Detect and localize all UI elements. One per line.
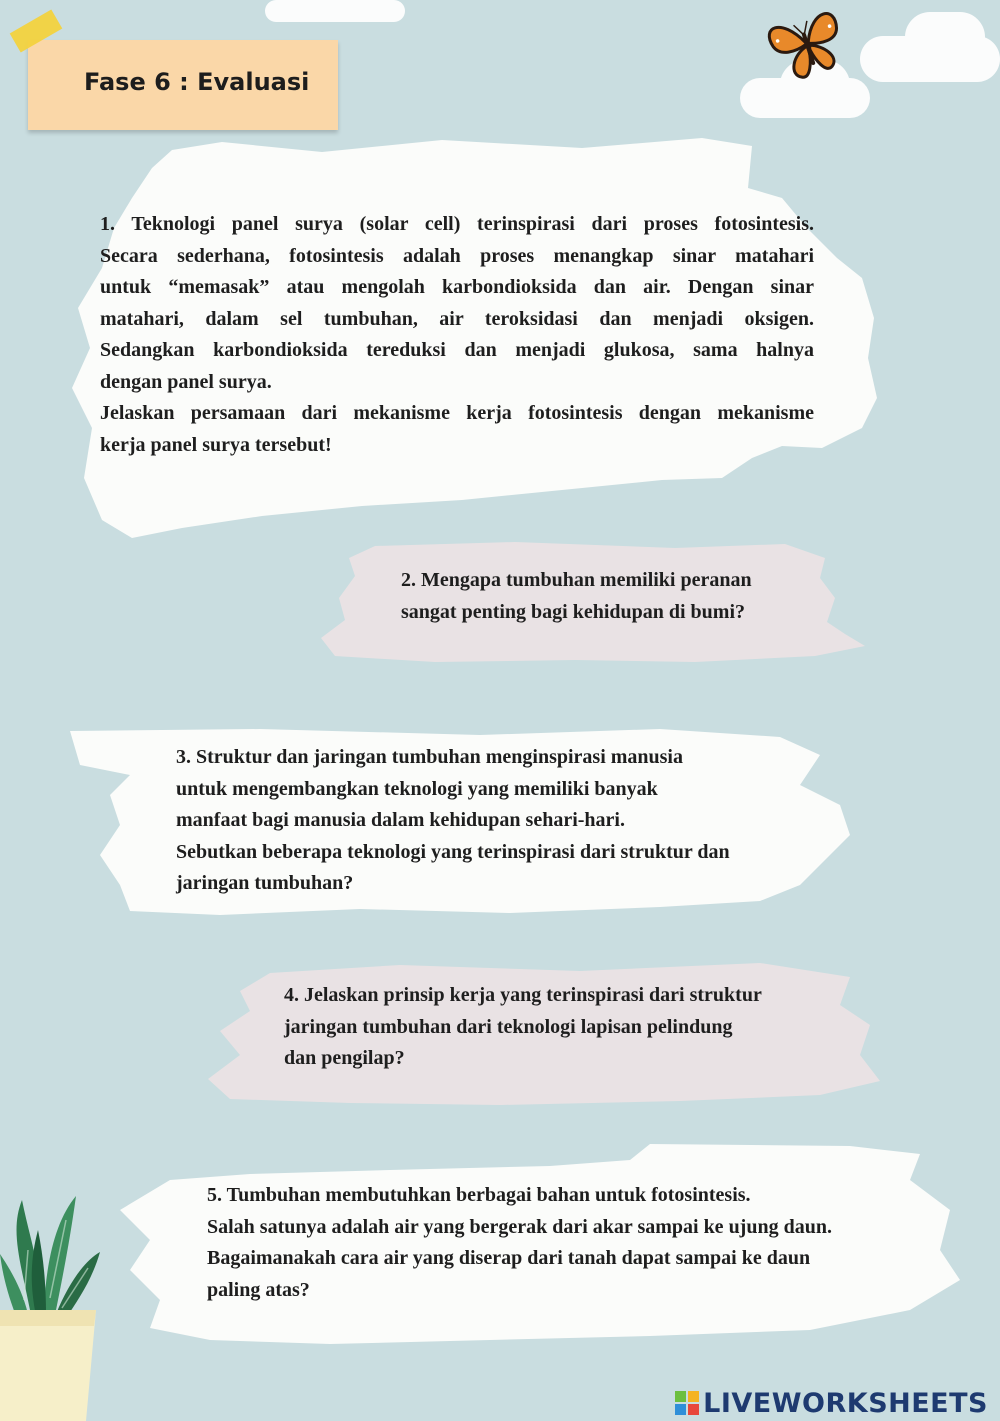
question-1-line: kerja panel surya tersebut! xyxy=(100,433,332,456)
question-3-line: Sebutkan beberapa teknologi yang terinspirasi dari struktur dan xyxy=(176,840,730,863)
question-1-line: Jelaskan persamaan dari mekanisme kerja fotosintesis dengan mekanisme xyxy=(100,402,814,424)
question-1-line: dengan panel surya. xyxy=(100,370,272,393)
liveworksheets-logo-icon xyxy=(675,1391,699,1415)
question-4-line: 4. Jelaskan prinsip kerja yang terinspirasi dari struktur xyxy=(284,984,762,1006)
question-4-line: jaringan tumbuhan dari teknologi lapisan pelindung xyxy=(284,1015,733,1038)
cloud-top-center xyxy=(265,0,405,22)
question-5-line: Bagaimanakah cara air yang diserap dari tanah dapat sampai ke daun xyxy=(207,1247,811,1269)
question-5 xyxy=(207,1180,927,1306)
question-5-line: 5. Tumbuhan membutuhkan berbagai bahan untuk fotosintesis. xyxy=(207,1184,751,1206)
question-2-line: sangat penting bagi kehidupan di bumi? xyxy=(401,600,746,623)
question-1-line: Sedangkan karbondioksida tereduksi dan menjadi glukosa, sama halnya xyxy=(100,339,814,361)
question-2 xyxy=(401,565,831,628)
question-1-line: matahari, dalam sel tumbuhan, air teroksidasi dan menjadi oksigen. xyxy=(100,307,814,330)
question-3-line: manfaat bagi manusia dalam kehidupan sehari-hari. xyxy=(176,809,625,831)
question-1 xyxy=(100,209,814,461)
question-3-line: 3. Struktur dan jaringan tumbuhan menginspirasi manusia xyxy=(176,746,683,768)
page-title: Fase 6 : Evaluasi xyxy=(84,68,310,96)
cloud-top-far-right-puff xyxy=(905,12,985,62)
question-3-line: jaringan tumbuhan? xyxy=(176,872,354,894)
liveworksheets-logo xyxy=(675,1388,988,1419)
question-5-line: Salah satunya adalah air yang bergerak dari akar sampai ke ujung daun. xyxy=(207,1215,832,1238)
butterfly-icon xyxy=(760,2,855,87)
question-3 xyxy=(176,742,816,900)
question-1-line: untuk “memasak” atau mengolah karbondioksida dan air. Dengan sinar xyxy=(100,276,814,298)
question-1-line: 1. Teknologi panel surya (solar cell) terinspirasi dari proses fotosintesis. xyxy=(100,213,814,235)
liveworksheets-logo-text: LIVEWORKSHEETS xyxy=(703,1388,988,1419)
question-4 xyxy=(284,980,844,1075)
question-4-line: dan pengilap? xyxy=(284,1047,405,1069)
question-2-line: 2. Mengapa tumbuhan memiliki peranan xyxy=(401,569,752,591)
question-3-line: untuk mengembangkan teknologi yang memiliki banyak xyxy=(176,777,658,800)
question-1-line: Secara sederhana, fotosintesis adalah proses menangkap sinar matahari xyxy=(100,244,814,267)
question-5-line: paling atas? xyxy=(207,1278,310,1301)
plant-pot-icon xyxy=(0,1190,110,1421)
